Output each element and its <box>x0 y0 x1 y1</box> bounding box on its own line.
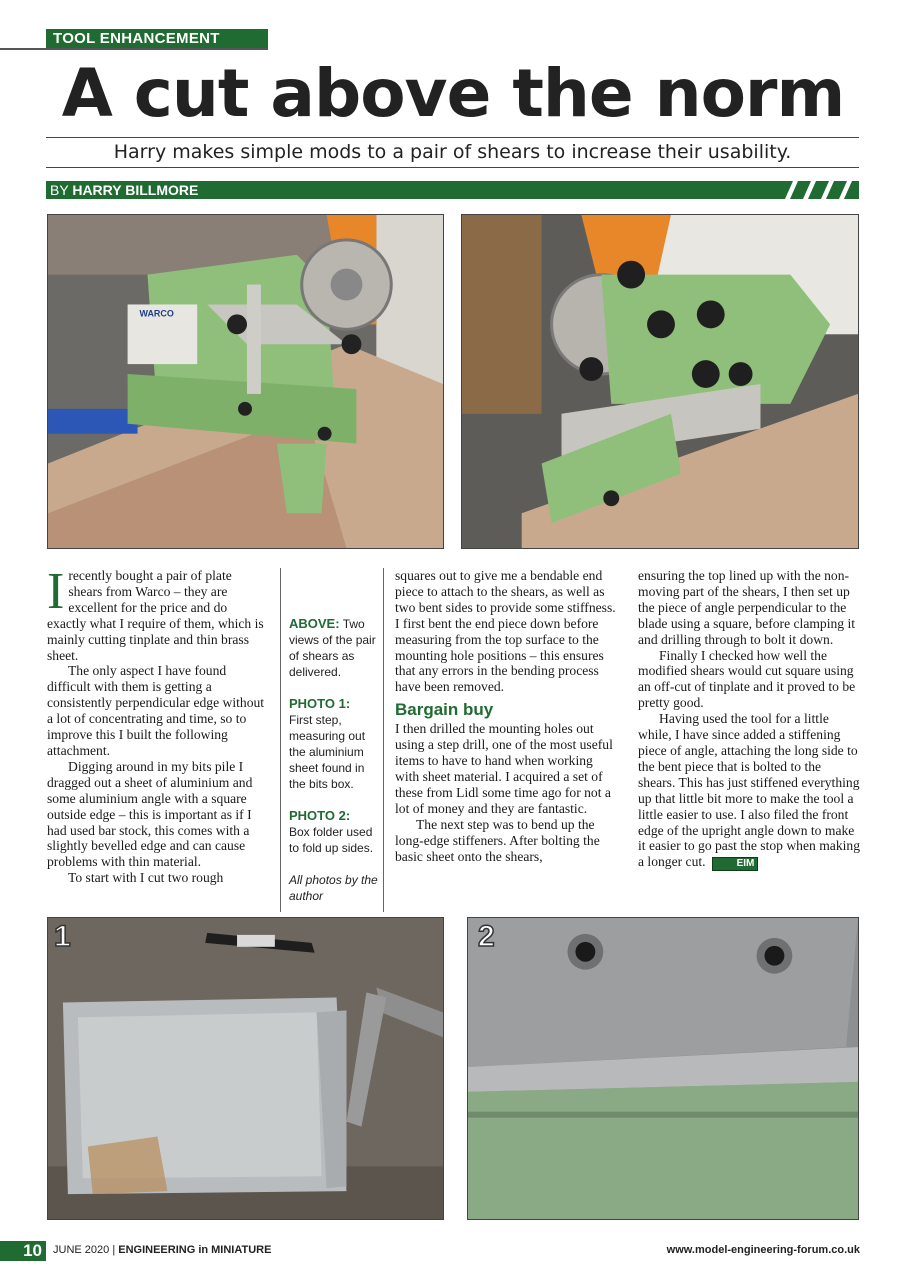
footer-separator: | <box>112 1244 116 1256</box>
warco-plate-label: WARCO <box>139 308 174 319</box>
standfirst: Harry makes simple mods to a pair of shears to increase their usability. <box>113 141 792 163</box>
caption-text: Two views of the pair of shears as delivered. <box>289 617 376 679</box>
paragraph-text: Having used the tool for a little while, I have since added a stiffening piece of angle, attaching the long side to the bent piece that is bolted to the shears. This has just stiffened everything up that little bit more to make the tool a little easier to use. I also filed the front edge of the upright angle down to make it easier to go past the stop when making a longer cut. <box>638 711 860 870</box>
paragraph: I then drilled the mounting holes out using a step drill, one of the most useful items to have to hand when working with sheet material. I acquired a set of these from Lidl some time ago for not a lot of money and they are fantastic. <box>395 721 613 816</box>
photo-shears-side <box>461 214 859 549</box>
article-column-2 <box>395 568 617 864</box>
section-tag-rule <box>0 48 268 50</box>
paragraph: Finally I checked how well the modified shears would cut square using an off-cut of tinplate and it proved to be pretty good. <box>638 647 856 711</box>
website-link[interactable]: www.model-engineering-forum.co.uk <box>666 1244 860 1256</box>
captions-column <box>280 568 384 912</box>
paragraph: Digging around in my bits pile I dragged out a sheet of aluminium and some aluminium angle with a square outside edge – this is important as if I had used bar stock, this comes with a slightly bevelled edge and can cause problems with thin material. <box>47 758 253 870</box>
caption-above <box>289 616 383 680</box>
byline-prefix: BY <box>50 182 69 198</box>
caption-photo1 <box>289 696 383 792</box>
dropcap: I <box>47 563 65 620</box>
paragraph: The only aspect I have found difficult with them is getting a consistently perpendicular edge without a lot of concentrating and time, so to improve this I built the following attachment. <box>47 663 265 758</box>
page-number: 10 <box>0 1241 46 1261</box>
caption-label: PHOTO 1: <box>289 696 351 711</box>
standfirst-top-rule <box>46 137 859 138</box>
photo-2-box-folder <box>467 917 859 1220</box>
photo-credit: All photos by the author <box>289 873 378 903</box>
caption-label: ABOVE: <box>289 616 340 631</box>
issue-date: JUNE 2020 <box>53 1244 110 1256</box>
photo-1-number: 1 <box>54 920 71 953</box>
paragraph: The next step was to bend up the long-edge stiffeners. After bolting the basic sheet onto the shears, <box>395 816 600 864</box>
paragraph: ensuring the top lined up with the non-moving part of the shears, I then set up the piece of angle perpendicular to the blade using a square, before clamping it and drilling through to bolt it down. <box>638 568 856 647</box>
standfirst-bottom-rule <box>46 167 859 168</box>
article-column-3 <box>638 568 860 871</box>
end-mark: EIM <box>712 857 759 871</box>
paragraph: squares out to give me a bendable end piece to attach to the shears, as well as two bent sides to provide some stiffness. I first bent the end piece down before measuring from the top surface to the mounting hole positions – this ensures that any errors in the bending process have been removed. <box>395 568 616 695</box>
paragraph <box>638 711 860 871</box>
photo-shears-front <box>47 214 444 549</box>
page-footer <box>0 1241 906 1263</box>
byline-author: HARRY BILLMORE <box>72 182 199 198</box>
section-tag: TOOL ENHANCEMENT <box>46 29 268 48</box>
subhead: Bargain buy <box>395 700 494 720</box>
photo-2-number: 2 <box>478 920 495 953</box>
issue-info <box>53 1244 271 1256</box>
magazine-name: ENGINEERING in MINIATURE <box>118 1244 272 1256</box>
article-column-1 <box>47 563 269 886</box>
paragraph: To start with I cut two rough <box>68 870 224 886</box>
headline: A cut above the norm <box>61 55 845 132</box>
photo-1-measuring-sheet <box>47 917 444 1220</box>
caption-text: Box folder used to fold up sides. <box>289 825 374 855</box>
caption-label: PHOTO 2: <box>289 808 351 823</box>
byline <box>46 181 859 199</box>
decorative-slashes <box>781 181 857 199</box>
caption-photo2 <box>289 808 383 856</box>
paragraph: recently bought a pair of plate shears from Warco – they are excellent for the price and do exactly what I require of them, which is mainly cutting tinplate and thin brass sheet. <box>47 568 264 663</box>
caption-text: First step, measuring out the aluminium sheet found in the bits box. <box>289 713 366 791</box>
